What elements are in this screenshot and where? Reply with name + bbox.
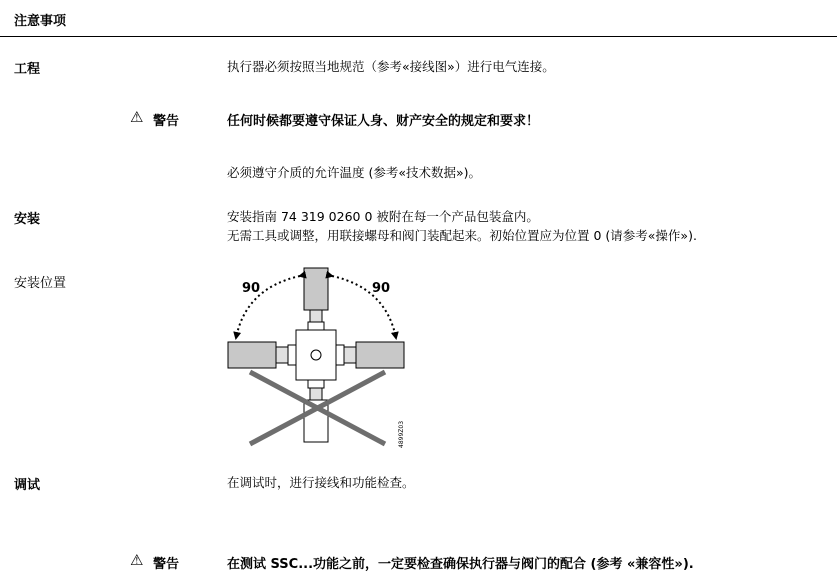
nut-right — [336, 345, 344, 365]
warning-triangle-icon: ⚠ — [130, 108, 144, 126]
coupling-top — [310, 310, 322, 322]
installation-line-2: 无需工具或调整，用联接螺母和阀门装配起来。初始位置应为位置 0 (请参考«操作»). — [227, 228, 697, 243]
section-label-installation: 安装 — [14, 212, 41, 227]
warning-block-2 — [130, 550, 143, 569]
figure-code: 4899Z03 — [398, 420, 405, 448]
coupling-left — [276, 347, 288, 363]
temperature-text: 必须遵守介质的允许温度 (参考«技术数据»)。 — [227, 165, 482, 180]
warning-label-1: 警告 — [153, 114, 180, 129]
angle-label-left: 90 — [242, 281, 261, 296]
warning-label-2: 警告 — [153, 557, 180, 572]
actuator-right — [356, 342, 404, 368]
section-label-engineering: 工程 — [14, 62, 41, 77]
nut-left — [288, 345, 296, 365]
mounting-position-diagram — [220, 262, 420, 452]
actuator-left — [228, 342, 276, 368]
valve-port — [311, 350, 321, 360]
nut-bottom — [308, 380, 324, 388]
warning-block-1 — [130, 107, 143, 126]
commissioning-text: 在调试时，进行接线和功能检查。 — [227, 475, 415, 490]
coupling-bottom — [310, 388, 322, 400]
actuator-top — [304, 268, 328, 310]
nut-top — [308, 322, 324, 330]
warning-text-1: 任何时候都要遵守保证人身、财产安全的规定和要求！ — [227, 114, 540, 129]
page-title: 注意事项 — [14, 14, 67, 29]
warning-text-2: 在测试 SSC...功能之前，一定要检查确保执行器与阀门的配合 (参考 «兼容性»). — [227, 557, 694, 572]
section-label-commissioning: 调试 — [14, 478, 41, 493]
engineering-text: 执行器必须按照当地规范（参考«接线图»）进行电气连接。 — [227, 59, 555, 74]
warning-triangle-icon: ⚠ — [130, 551, 144, 569]
installation-line-1: 安装指南 74 319 0260 0 被附在每一个产品包装盒内。 — [227, 209, 539, 224]
coupling-right — [344, 347, 356, 363]
section-label-mounting: 安装位置 — [14, 276, 67, 291]
angle-label-right: 90 — [372, 281, 391, 296]
header-divider — [0, 36, 837, 37]
